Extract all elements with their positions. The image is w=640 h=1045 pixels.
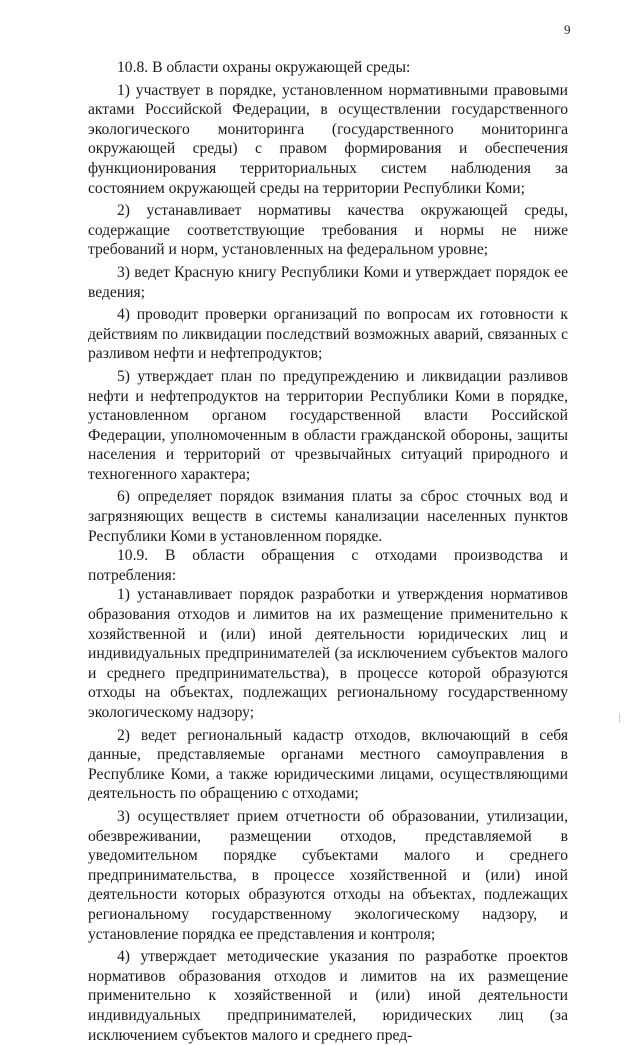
paragraph: 5) утверждает план по предупреждению и ликвидации разливов нефти и нефтепродуктов на территории Республики Коми в порядке, установленном органом государственной власти Российской Федерации, уполномоченным в области гражданской обороны, защиты населения и территорий от чрезвычайных ситуаций природного и техногенного характера; bbox=[88, 367, 568, 483]
page-number: 9 bbox=[564, 22, 571, 37]
paragraph: 4) проводит проверки организаций по вопросам их готовности к действиям по ликвидации последствий возможных аварий, связанных с разливом нефти и нефтепродуктов; bbox=[88, 306, 568, 363]
paragraph: 2) устанавливает нормативы качества окружающей среды, содержащие соответствующие требования и нормы не ниже требований и норм, установленных на федеральном уровне; bbox=[88, 202, 568, 259]
paragraph: 4) утверждает методические указания по разработке проектов нормативов образования отходов и лимитов на их размещение применительно к хозяйственной и (или) иной деятельности индивидуальных предпринимателей, юридических лиц (за исключением субъектов малого и среднего пред- bbox=[88, 948, 568, 1044]
paragraph: 1) устанавливает порядок разработки и утверждения нормативов образования отходов и лимитов на их размещение применительно к хозяйственной и (или) иной деятельности юридических лиц и индивидуальных предпринимателей (за исключением субъектов малого и среднего предпринимательства), в процессе которой образуются отходы на объектах, подлежащих региональному государственному экологическому надзору; bbox=[88, 586, 568, 721]
scan-margin-mark bbox=[619, 713, 620, 723]
paragraph: 6) определяет порядок взимания платы за сброс сточных вод и загрязняющих веществ в системы канализации населенных пунктов Республики Коми в установленном порядке. bbox=[88, 488, 568, 545]
section-heading-10-9: 10.9. В области обращения с отходами производства и потребления: bbox=[88, 547, 568, 584]
paragraph: 3) ведет Красную книгу Республики Коми и утверждает порядок ее ведения; bbox=[88, 263, 568, 301]
paragraph: 2) ведет региональный кадастр отходов, включающий в себя данные, представляемые органами местного самоуправления в Республике Коми, а также юридическими лицами, осуществляющими деятельность по обращению с отходами; bbox=[88, 726, 568, 803]
paragraph: 1) участвует в порядке, установленном нормативными правовыми актами Российской Федерации, в осуществлении государственного экологического мониторинга (государственного мониторинга окружающей среды) с правом формирования и обеспечения функционирования территориальных систем наблюдения за состоянием окружающей среды на территории Республики Коми; bbox=[88, 81, 568, 197]
document-body bbox=[88, 58, 568, 1045]
section-heading-10-8: 10.8. В области охраны окружающей среды: bbox=[117, 59, 411, 76]
paragraph: 3) осуществляет прием отчетности об образовании, утилизации, обезвреживании, размещении отходов, представляемой в уведомительном порядке субъектами малого и среднего предпринимательства, в процессе хозяйственной и (или) иной деятельности которых образуются отходы на объектах, подлежащих региональному государственному экологическому надзору, и установление порядка ее представления и контроля; bbox=[88, 807, 568, 943]
